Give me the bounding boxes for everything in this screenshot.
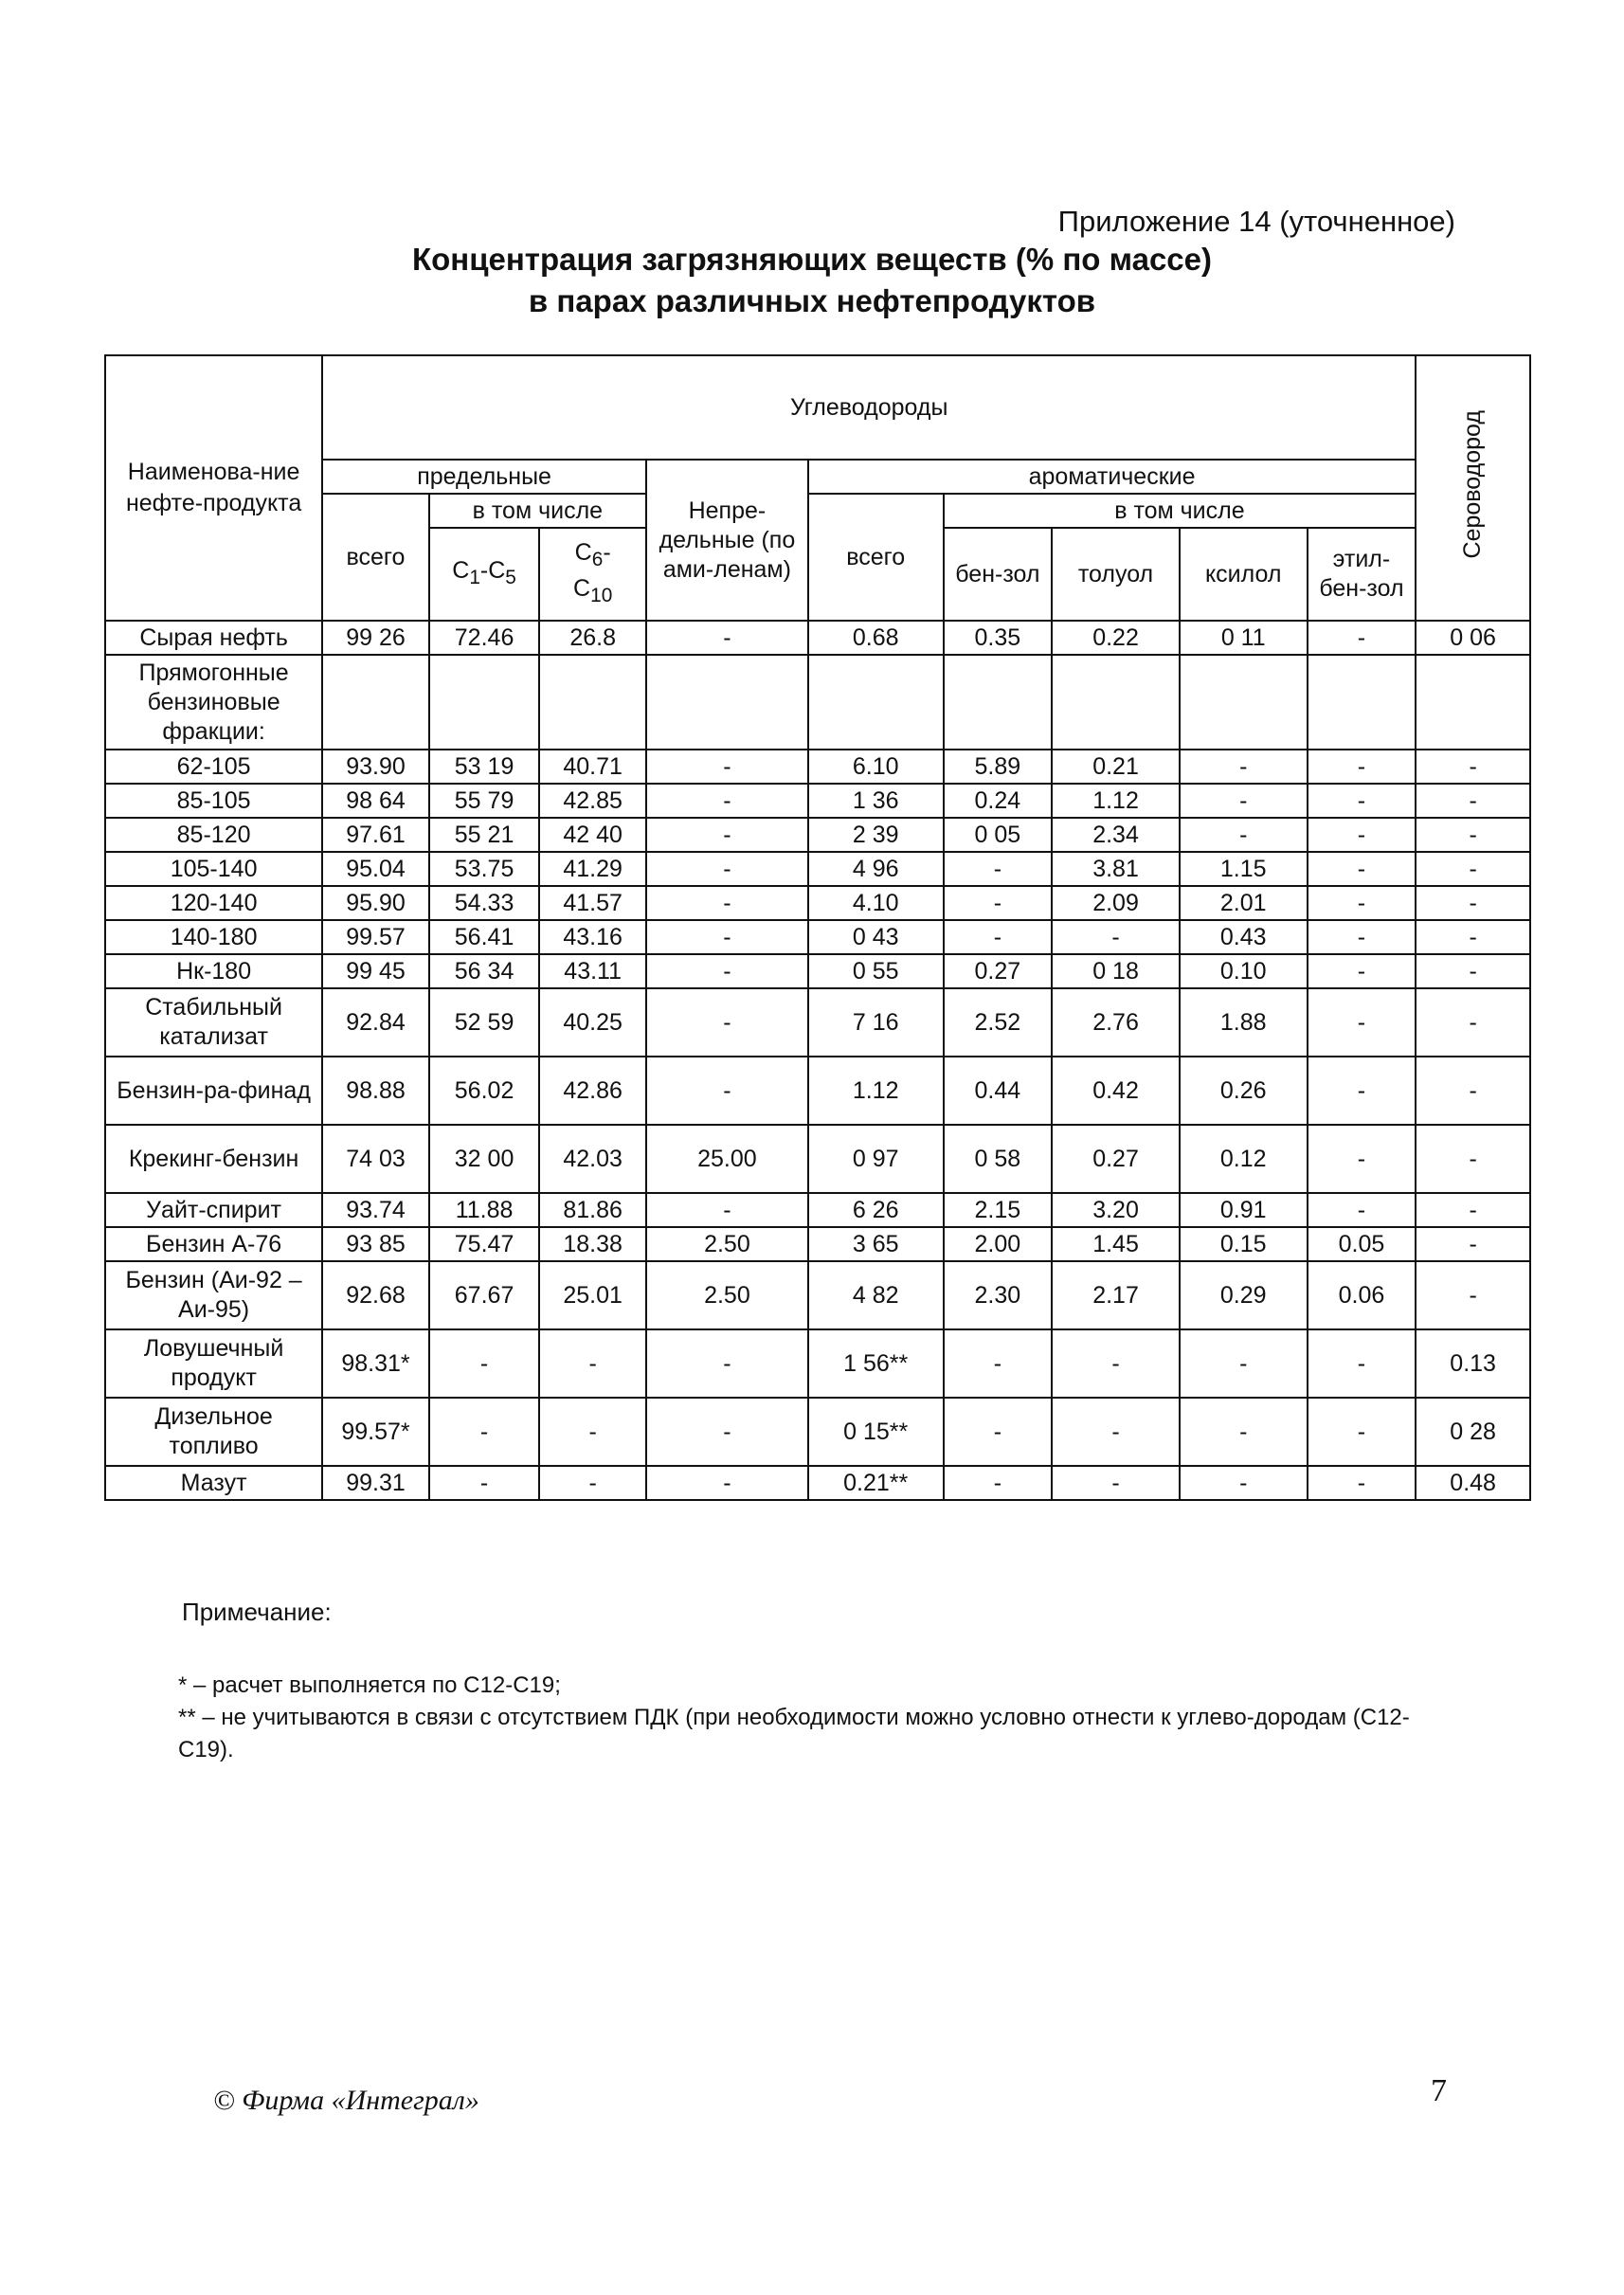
table-row	[105, 1057, 1530, 1125]
table-cell: 0.42	[1052, 1057, 1180, 1125]
table-cell: 43.11	[539, 954, 646, 988]
row-product-name: Нк-180	[105, 954, 322, 988]
table-cell: 0.12	[1180, 1125, 1308, 1193]
table-cell: -	[646, 621, 808, 655]
table-row	[105, 1227, 1530, 1261]
table-cell: 98.88	[322, 1057, 429, 1125]
table-cell: 0.43	[1180, 920, 1308, 954]
table-cell: 0.06	[1308, 1261, 1416, 1329]
table-cell: 56.02	[429, 1057, 540, 1125]
table-cell: 0 58	[944, 1125, 1053, 1193]
table-cell: -	[1308, 852, 1416, 886]
table-cell: 53 19	[429, 750, 540, 784]
table-row	[105, 988, 1530, 1057]
table-cell: 93.74	[322, 1193, 429, 1227]
header-product-name: Наименова-ние нефте-продукта	[105, 355, 322, 621]
table-cell: -	[1052, 1329, 1180, 1398]
row-product-name: Бензин А-76	[105, 1227, 322, 1261]
table-cell: 1 56**	[808, 1329, 944, 1398]
header-aromatic-total: всего	[808, 494, 944, 621]
table-cell: -	[646, 818, 808, 852]
table-cell: 0 15**	[808, 1398, 944, 1466]
table-cell: 56.41	[429, 920, 540, 954]
table-row	[105, 750, 1530, 784]
table-row	[105, 784, 1530, 818]
row-product-name: 85-120	[105, 818, 322, 852]
row-product-name: Дизельное топливо	[105, 1398, 322, 1466]
row-product-name: Уайт-спирит	[105, 1193, 322, 1227]
table-cell: -	[646, 1398, 808, 1466]
table-cell: 4 82	[808, 1261, 944, 1329]
table-cell: 74 03	[322, 1125, 429, 1193]
table-cell: -	[1180, 1466, 1308, 1500]
table-cell: 72.46	[429, 621, 540, 655]
table-cell: 32 00	[429, 1125, 540, 1193]
table-cell: -	[1308, 1466, 1416, 1500]
table-cell: 0.21**	[808, 1466, 944, 1500]
table-row	[105, 621, 1530, 655]
row-product-name: Мазут	[105, 1466, 322, 1500]
table-cell: -	[646, 1193, 808, 1227]
table-cell: 54.33	[429, 886, 540, 920]
table-cell: 95.90	[322, 886, 429, 920]
table-cell: 99 26	[322, 621, 429, 655]
page-number: 7	[1431, 2073, 1447, 2108]
table-cell: 0 05	[944, 818, 1053, 852]
table-cell: -	[646, 886, 808, 920]
table-cell: 3 65	[808, 1227, 944, 1261]
table-cell: -	[944, 1466, 1053, 1500]
table-cell: -	[1308, 886, 1416, 920]
table-cell: 6 26	[808, 1193, 944, 1227]
table-cell: -	[1180, 818, 1308, 852]
table-cell: 6.10	[808, 750, 944, 784]
document-title	[0, 239, 1624, 322]
table-cell: -	[1052, 920, 1180, 954]
table-cell: 0.27	[1052, 1125, 1180, 1193]
row-product-name: 140-180	[105, 920, 322, 954]
table-cell: 2.17	[1052, 1261, 1180, 1329]
table-cell: -	[1308, 1329, 1416, 1398]
table-cell	[1308, 655, 1416, 750]
table-cell: -	[944, 1329, 1053, 1398]
table-cell: -	[1416, 750, 1530, 784]
table-cell: 2.50	[646, 1261, 808, 1329]
table-cell: -	[1308, 1398, 1416, 1466]
table-cell: -	[1416, 852, 1530, 886]
table-cell: 18.38	[539, 1227, 646, 1261]
table-row	[105, 852, 1530, 886]
table-cell: 92.68	[322, 1261, 429, 1329]
table-cell: 2.01	[1180, 886, 1308, 920]
table-cell: -	[539, 1466, 646, 1500]
header-xylene: ксилол	[1180, 528, 1308, 621]
table-cell: 1.12	[1052, 784, 1180, 818]
table-cell: 43.16	[539, 920, 646, 954]
header-c1-c5: $C_1-C_5$	[429, 528, 540, 621]
table-cell: -	[1308, 1193, 1416, 1227]
table-cell: -	[1416, 1261, 1530, 1329]
table-cell: 1.15	[1180, 852, 1308, 886]
table-cell: -	[1416, 920, 1530, 954]
header-aromatic-including: в том числе	[944, 494, 1416, 528]
table-cell: -	[429, 1329, 540, 1398]
row-product-name: 105-140	[105, 852, 322, 886]
table-cell: 0.26	[1180, 1057, 1308, 1125]
table-cell: -	[944, 886, 1053, 920]
row-product-name: Стабильный катализат	[105, 988, 322, 1057]
table-cell: 99.57	[322, 920, 429, 954]
table-cell: 53.75	[429, 852, 540, 886]
row-product-name: Крекинг-бензин	[105, 1125, 322, 1193]
table-cell	[944, 655, 1053, 750]
table-cell: -	[1416, 784, 1530, 818]
header-saturated: предельные	[322, 460, 646, 494]
table-cell: 42.03	[539, 1125, 646, 1193]
table-cell: 42.85	[539, 784, 646, 818]
table-cell: -	[1308, 988, 1416, 1057]
table-cell: 2 39	[808, 818, 944, 852]
table-row	[105, 655, 1530, 750]
table-row	[105, 1398, 1530, 1466]
table-cell: -	[1308, 784, 1416, 818]
header-saturated-total: всего	[322, 494, 429, 621]
row-product-name: 62-105	[105, 750, 322, 784]
row-product-name: Прямогонные бензиновые фракции:	[105, 655, 322, 750]
table-cell: 55 21	[429, 818, 540, 852]
table-cell: 25.00	[646, 1125, 808, 1193]
table-row	[105, 1329, 1530, 1398]
table-cell: 1 36	[808, 784, 944, 818]
table-cell: -	[539, 1398, 646, 1466]
table-cell: 55 79	[429, 784, 540, 818]
table-cell: -	[646, 954, 808, 988]
title-line-2: в парах различных нефтепродуктов	[528, 283, 1096, 318]
header-saturated-including: в том числе	[429, 494, 646, 528]
table-cell: 0.21	[1052, 750, 1180, 784]
table-row	[105, 1261, 1530, 1329]
table-cell: -	[1308, 920, 1416, 954]
table-cell: 0 06	[1416, 621, 1530, 655]
table-cell: -	[944, 852, 1053, 886]
table-cell: 0.68	[808, 621, 944, 655]
table-cell: -	[429, 1398, 540, 1466]
table-cell: -	[1308, 1057, 1416, 1125]
header-c6-c10: $C_6-$ $C_{10}$	[539, 528, 646, 621]
table-cell: 11.88	[429, 1193, 540, 1227]
table-cell: 95.04	[322, 852, 429, 886]
table-cell: -	[646, 988, 808, 1057]
header-unsaturated: Непре-дельные (по ами-ленам)	[646, 460, 808, 621]
note-1: * – расчет выполняется по C12-C19;	[178, 1672, 561, 1698]
table-cell: 56 34	[429, 954, 540, 988]
notes-title: Примечание:	[182, 1598, 332, 1626]
table-cell: -	[1416, 1227, 1530, 1261]
table-cell: -	[646, 920, 808, 954]
table-cell: -	[646, 784, 808, 818]
header-hydrocarbons: Углеводороды	[322, 355, 1416, 460]
table-cell: -	[1416, 954, 1530, 988]
table-cell: 67.67	[429, 1261, 540, 1329]
concentration-table	[104, 354, 1531, 1501]
table-cell: 98 64	[322, 784, 429, 818]
table-cell: 41.29	[539, 852, 646, 886]
table-cell: -	[1308, 750, 1416, 784]
table-cell: -	[1180, 1398, 1308, 1466]
table-cell: 2.00	[944, 1227, 1053, 1261]
table-cell: 0.15	[1180, 1227, 1308, 1261]
table-cell: -	[1416, 988, 1530, 1057]
table-cell: 0.13	[1416, 1329, 1530, 1398]
table-cell	[1416, 655, 1530, 750]
header-ethylbenzene: этил-бен-зол	[1308, 528, 1416, 621]
table-cell: -	[1416, 886, 1530, 920]
header-aromatic: ароматические	[808, 460, 1416, 494]
appendix-label: Приложение 14 (уточненное)	[1057, 205, 1455, 238]
table-cell: 99.31	[322, 1466, 429, 1500]
row-product-name: Бензин (Аи-92 – Аи-95)	[105, 1261, 322, 1329]
table-cell: 3.20	[1052, 1193, 1180, 1227]
table-cell: 2.76	[1052, 988, 1180, 1057]
table-cell: 4 96	[808, 852, 944, 886]
table-cell: 0.48	[1416, 1466, 1530, 1500]
table-cell: 1.88	[1180, 988, 1308, 1057]
table-cell: 0 28	[1416, 1398, 1530, 1466]
table-cell: -	[1052, 1466, 1180, 1500]
table-cell	[1052, 655, 1180, 750]
table-row	[105, 954, 1530, 988]
table-cell: -	[944, 1398, 1053, 1466]
copyright-footer: © Фирма «Интеграл»	[213, 2085, 479, 2116]
note-2: ** – не учитываются в связи с отсутствием ПДК (при необходимости можно условно отнести к углево-дородам (C12-C19).	[178, 1705, 1410, 1762]
table-cell: -	[646, 1466, 808, 1500]
table-cell: 92.84	[322, 988, 429, 1057]
table-cell: 4.10	[808, 886, 944, 920]
table-cell	[808, 655, 944, 750]
table-cell: 41.57	[539, 886, 646, 920]
table-row	[105, 1466, 1530, 1500]
table-cell: -	[1180, 750, 1308, 784]
table-cell: -	[1180, 1329, 1308, 1398]
table-cell: 81.86	[539, 1193, 646, 1227]
table-cell: -	[646, 852, 808, 886]
header-toluene: толуол	[1052, 528, 1180, 621]
table-cell: 0.22	[1052, 621, 1180, 655]
table-cell: -	[1180, 784, 1308, 818]
header-hydrogen-sulfide: Сероводород	[1416, 355, 1530, 621]
table-row	[105, 818, 1530, 852]
table-cell: -	[539, 1329, 646, 1398]
table-cell: -	[944, 920, 1053, 954]
table-cell: 0.05	[1308, 1227, 1416, 1261]
table-cell: 7 16	[808, 988, 944, 1057]
table-row	[105, 1193, 1530, 1227]
table-cell: 3.81	[1052, 852, 1180, 886]
table-cell: 98.31*	[322, 1329, 429, 1398]
table-cell: -	[429, 1466, 540, 1500]
table-cell: -	[1416, 1057, 1530, 1125]
table-cell: 52 59	[429, 988, 540, 1057]
table-cell: 0 55	[808, 954, 944, 988]
title-line-1: Концентрация загрязняющих веществ (% по массе)	[411, 242, 1212, 277]
row-product-name: Ловушечный продукт	[105, 1329, 322, 1398]
header-benzene: бен-зол	[944, 528, 1053, 621]
table-row	[105, 886, 1530, 920]
table-cell: 0.44	[944, 1057, 1053, 1125]
row-product-name: Сырая нефть	[105, 621, 322, 655]
table-cell: 93.90	[322, 750, 429, 784]
table-cell: 97.61	[322, 818, 429, 852]
table-cell: 2.15	[944, 1193, 1053, 1227]
table-cell	[429, 655, 540, 750]
table-cell: -	[646, 750, 808, 784]
table-cell: 0 11	[1180, 621, 1308, 655]
table-cell: -	[1052, 1398, 1180, 1466]
table-cell: -	[1416, 1193, 1530, 1227]
table-cell: 42 40	[539, 818, 646, 852]
table-cell: 2.30	[944, 1261, 1053, 1329]
table-cell: 5.89	[944, 750, 1053, 784]
table-cell	[1180, 655, 1308, 750]
table-cell	[646, 655, 808, 750]
table-cell: 0 97	[808, 1125, 944, 1193]
table-cell: 25.01	[539, 1261, 646, 1329]
table-cell: 0.91	[1180, 1193, 1308, 1227]
row-product-name: 85-105	[105, 784, 322, 818]
table-cell: 2.09	[1052, 886, 1180, 920]
table-cell: 2.34	[1052, 818, 1180, 852]
table-cell: 0.10	[1180, 954, 1308, 988]
table-cell: 0 18	[1052, 954, 1180, 988]
table-cell: 1.12	[808, 1057, 944, 1125]
table-cell: 2.50	[646, 1227, 808, 1261]
table-cell: -	[1416, 1125, 1530, 1193]
table-row	[105, 920, 1530, 954]
table-cell: 0 43	[808, 920, 944, 954]
table-cell: -	[1308, 621, 1416, 655]
table-cell: -	[1416, 818, 1530, 852]
table-cell: 99.57*	[322, 1398, 429, 1466]
row-product-name: 120-140	[105, 886, 322, 920]
table-cell	[322, 655, 429, 750]
table-cell: 40.71	[539, 750, 646, 784]
table-cell: 93 85	[322, 1227, 429, 1261]
table-cell: 0.27	[944, 954, 1053, 988]
table-cell: 42.86	[539, 1057, 646, 1125]
table-cell	[539, 655, 646, 750]
table-cell: -	[1308, 818, 1416, 852]
table-cell: 0.24	[944, 784, 1053, 818]
table-row	[105, 1125, 1530, 1193]
table-cell: -	[1308, 954, 1416, 988]
table-cell: -	[646, 1329, 808, 1398]
table-cell: -	[646, 1057, 808, 1125]
table-cell: 26.8	[539, 621, 646, 655]
row-product-name: Бензин-ра-финад	[105, 1057, 322, 1125]
table-cell: 75.47	[429, 1227, 540, 1261]
table-cell: -	[1308, 1125, 1416, 1193]
table-cell: 99 45	[322, 954, 429, 988]
table-cell: 40.25	[539, 988, 646, 1057]
table-cell: 1.45	[1052, 1227, 1180, 1261]
table-cell: 2.52	[944, 988, 1053, 1057]
table-cell: 0.35	[944, 621, 1053, 655]
table-cell: 0.29	[1180, 1261, 1308, 1329]
